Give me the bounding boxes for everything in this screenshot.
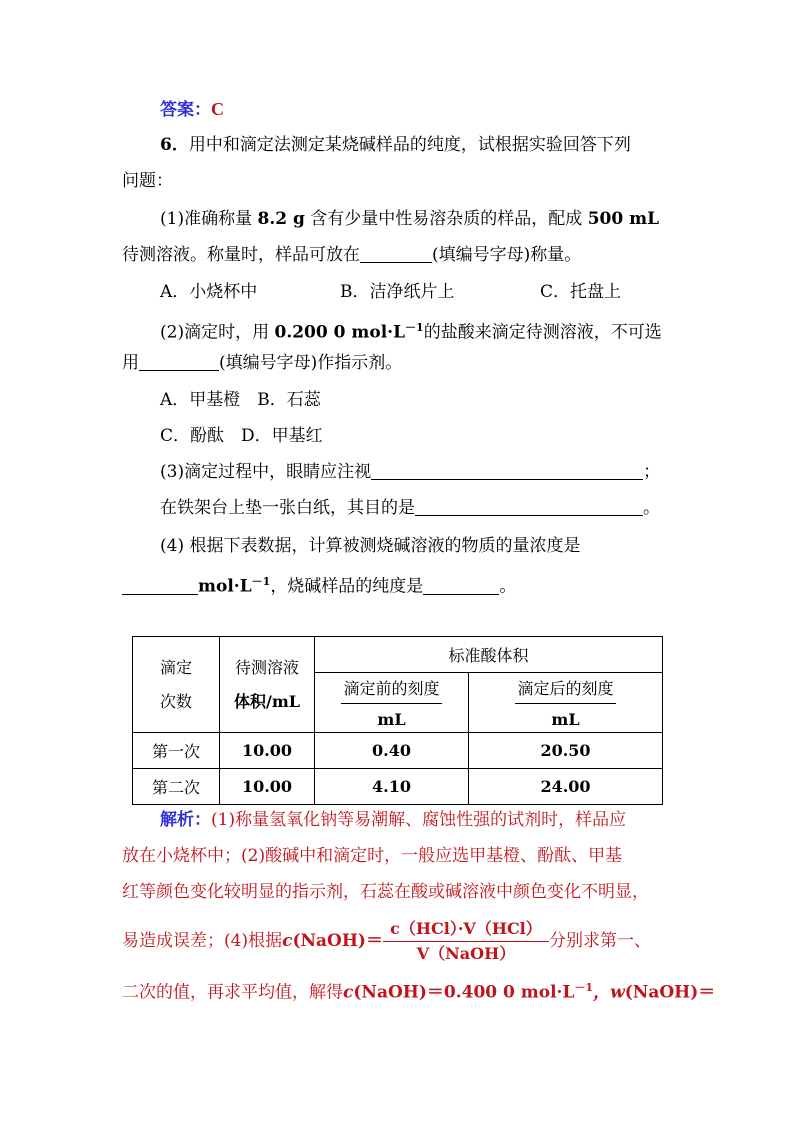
solution-c-symbol-2: c	[343, 982, 354, 1003]
solution-text-1: (1)称量氢氧化钠等易潮解、腐蚀性强的试剂时，样品应	[211, 810, 627, 830]
header-sample-line2: 体积/mL	[233, 691, 301, 711]
after-cell: 20.50	[469, 733, 663, 769]
solution-text-5b: (NaOH)＝0.400 0 mol·L	[353, 982, 575, 1003]
question-stem-line2: 问题：	[122, 171, 173, 191]
header-trial	[133, 637, 220, 733]
solution-w-symbol: ，w	[593, 982, 625, 1003]
titration-data-table	[132, 636, 663, 805]
solution-line4	[122, 908, 651, 974]
table-row	[133, 769, 663, 805]
table-row	[133, 733, 663, 769]
header-sample-volume	[220, 637, 315, 733]
part2-text-d: (填编号字母)作指示剂。	[219, 353, 403, 373]
solution-text-4a: 易造成误差；(4)根据	[122, 931, 283, 951]
solution-c-symbol: c	[282, 931, 293, 951]
before-cell: 4.10	[315, 769, 469, 805]
part1-text-d: (填编号字母)称量。	[432, 245, 582, 265]
part2-options-row1: A．甲基橙 B．石蕊	[160, 390, 321, 410]
part2-line2	[122, 353, 402, 373]
part1-line2	[122, 245, 581, 265]
part3-text-a: (3)滴定过程中，眼睛应注视	[160, 462, 372, 482]
part2-answer-blank[interactable]	[139, 354, 219, 371]
header-after	[469, 673, 663, 733]
after-cell: 24.00	[469, 769, 663, 805]
part1-option-a: A．小烧杯中	[160, 282, 258, 302]
fraction-denominator: V（NaOH）	[416, 944, 516, 963]
fraction-numerator: c（HCl）·V（HCl）	[390, 919, 542, 938]
header-acid-volume: 标准酸体积	[315, 637, 663, 673]
answer-label: 答案：	[160, 100, 211, 120]
part3-line2	[160, 498, 660, 518]
part2-concentration: 0.200 0 mol·L	[274, 322, 406, 343]
solution-exponent: －1	[574, 981, 594, 994]
part2-exponent: －1	[405, 321, 424, 334]
part4-line2	[122, 572, 516, 597]
solution-text-4c: 分别求第一、	[548, 931, 651, 951]
part2-options-row2: C．酚酞 D．甲基红	[160, 426, 323, 446]
header-before-label: 滴定前的刻度	[341, 676, 441, 704]
solution-text-5a: 二次的值，再求平均值，解得	[122, 982, 343, 1003]
part4-line1: (4) 根据下表数据，计算被测烧碱溶液的物质的量浓度是	[160, 536, 581, 556]
solution-text-4b: (NaOH)＝	[292, 931, 383, 951]
part3-period: 。	[643, 498, 660, 518]
part1-answer-blank[interactable]	[360, 246, 432, 263]
part4-answer-blank-1[interactable]	[122, 578, 198, 595]
part2-text-c: 用	[122, 353, 139, 373]
part1-line1	[160, 209, 659, 229]
part3-text-b: 在铁架台上垫一张白纸，其目的是	[160, 498, 415, 518]
solution-line5	[122, 978, 715, 1003]
trial-cell: 第二次	[133, 769, 220, 805]
part1-option-b: B．洁净纸片上	[340, 282, 455, 302]
part4-exponent: －1	[251, 575, 271, 588]
header-after-label: 滴定后的刻度	[515, 676, 615, 704]
part3-answer-blank-1[interactable]	[371, 463, 643, 480]
question-stem-line1	[160, 135, 631, 155]
header-before-unit: mL	[377, 710, 406, 729]
solution-text-5d: (NaOH)＝	[624, 982, 716, 1003]
part2-text-b: 的盐酸来滴定待测溶液，不可选	[423, 322, 662, 343]
sample-cell: 10.00	[220, 769, 315, 805]
part4-unit: mol·L	[198, 576, 252, 597]
question-stem-text: 用中和滴定法测定某烧碱样品的纯度，试根据实验回答下列	[188, 135, 631, 155]
solution-fraction	[383, 919, 549, 964]
part4-text-b: ，烧碱样品的纯度是	[270, 576, 424, 597]
answer-line	[160, 99, 224, 120]
trial-cell: 第一次	[133, 733, 220, 769]
header-trial-line2: 次数	[159, 691, 192, 711]
part1-volume: 500 mL	[587, 209, 660, 229]
part3-line1	[160, 462, 660, 482]
solution-label: 解析：	[160, 810, 211, 830]
part1-option-c: C．托盘上	[540, 282, 622, 302]
part4-answer-blank-2[interactable]	[423, 578, 499, 595]
header-after-unit: mL	[551, 710, 580, 729]
solution-line1	[160, 810, 626, 830]
part2-text-a: (2)滴定时，用	[160, 322, 275, 343]
part4-period: 。	[499, 576, 517, 597]
sample-cell: 10.00	[220, 733, 315, 769]
before-cell: 0.40	[315, 733, 469, 769]
part1-text-c: 待测溶液。称量时，样品可放在	[122, 245, 360, 265]
part1-mass: 8.2 g	[257, 209, 305, 229]
part2-line1	[160, 318, 662, 343]
part1-text-a: (1)准确称量	[160, 209, 258, 229]
header-trial-line1: 滴定	[159, 657, 192, 677]
question-number: 6．	[160, 135, 189, 155]
fraction-bar	[383, 941, 549, 942]
header-before	[315, 673, 469, 733]
solution-line2: 放在小烧杯中；(2)酸碱中和滴定时，一般应选甲基橙、酚酞、甲基	[122, 846, 623, 866]
part3-semicolon: ；	[643, 462, 661, 482]
part1-text-b: 含有少量中性易溶杂质的样品，配成	[304, 209, 588, 229]
part3-answer-blank-2[interactable]	[415, 499, 643, 516]
answer-value: C	[211, 99, 224, 119]
solution-line3: 红等颜色变化较明显的指示剂，石蕊在酸或碱溶液中颜色变化不明显，	[122, 882, 649, 902]
header-sample-line1: 待测溶液	[234, 657, 299, 677]
